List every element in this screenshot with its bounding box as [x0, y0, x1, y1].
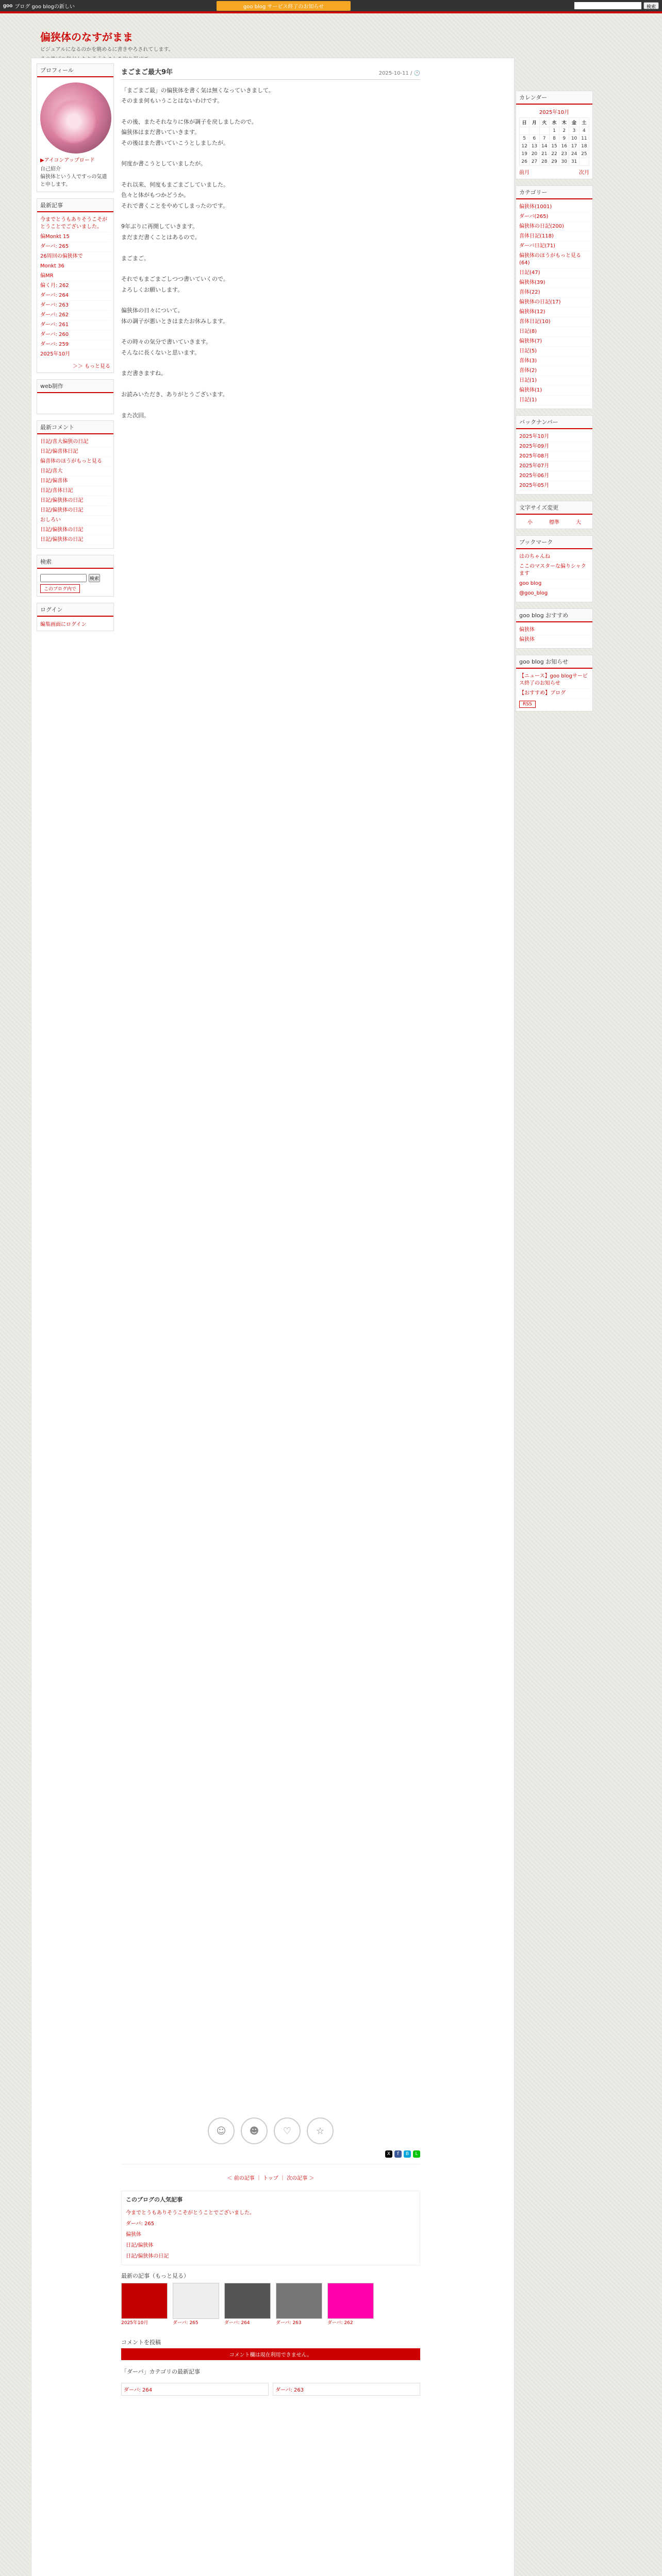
- popular-posts: [121, 2191, 420, 2265]
- list-item[interactable]: 偏狭体のほうがもっと見る(64): [519, 251, 589, 268]
- day: 20: [529, 150, 539, 158]
- global-home-link[interactable]: ブログ: [14, 4, 30, 10]
- article-nav[interactable]: ＜ 前の記事 ｜ トップ ｜ 次の記事 ＞: [121, 2164, 420, 2191]
- list-item[interactable]: 日記/偏狭体の日記: [126, 2253, 169, 2259]
- list-item[interactable]: 偏狭体の日記(200): [519, 222, 589, 232]
- thumbnail[interactable]: [327, 2283, 374, 2319]
- related-heading: 最新の記事（もっと見る）: [121, 2273, 189, 2279]
- right-column: [516, 91, 593, 718]
- archive-heading: バックナンバー: [516, 416, 592, 429]
- x-share-icon[interactable]: X: [385, 2150, 392, 2158]
- list-item[interactable]: 日記(1): [519, 376, 589, 386]
- list-item[interactable]: @goo_blog: [519, 589, 589, 599]
- web-heading: web制作: [37, 380, 113, 393]
- left-column: [37, 63, 114, 637]
- blog-search-input[interactable]: [40, 574, 87, 582]
- font-size-heading: 文字サイズ変更: [516, 501, 592, 515]
- day: 14: [539, 143, 549, 150]
- article-date: 2025-10-11 / 🕐: [378, 71, 420, 76]
- list-item[interactable]: 偏狭体(7): [519, 337, 589, 347]
- list-item[interactable]: ダーバ: 259: [40, 340, 110, 350]
- day: 30: [559, 158, 569, 166]
- day: 9: [559, 135, 569, 143]
- day: [539, 127, 549, 135]
- list-item[interactable]: ダーバ: 265: [40, 242, 110, 252]
- day: 23: [559, 150, 569, 158]
- day: 6: [529, 135, 539, 143]
- related-posts: [121, 2272, 420, 2326]
- list-item[interactable]: 偏狭体: [519, 635, 589, 645]
- service-notice[interactable]: goo blog サービス終了のお知らせ: [217, 1, 351, 11]
- weekday: 木: [559, 118, 569, 127]
- day: 10: [569, 135, 579, 143]
- list-item[interactable]: 日記/偏狭体の日記: [40, 535, 110, 545]
- list-item[interactable]: 喜体日記(118): [519, 232, 589, 242]
- list-item[interactable]: ダーバ: 262: [40, 311, 110, 320]
- list-item[interactable]: 日記(8): [519, 327, 589, 337]
- web-box: [37, 379, 114, 414]
- recent-posts-heading: 最新記事: [37, 199, 113, 212]
- list-item[interactable]: 日記/偏狭体の日記: [40, 496, 110, 506]
- category-latest-link[interactable]: ダーバ: 264: [121, 2383, 269, 2396]
- list-item[interactable]: 偏狭体(1): [519, 386, 589, 396]
- day: 12: [520, 143, 529, 150]
- main-wrap: [31, 58, 515, 2576]
- line-share-icon[interactable]: L: [413, 2150, 420, 2158]
- goo-news-heading: goo blog お知らせ: [516, 655, 592, 669]
- list-item[interactable]: 日記(5): [519, 347, 589, 357]
- weekday: 金: [569, 118, 579, 127]
- font-size-box: [516, 501, 593, 529]
- search-box: [37, 555, 114, 597]
- category-box: [516, 185, 593, 409]
- list-item[interactable]: はのちゃんね: [519, 552, 589, 562]
- blog-title[interactable]: 偏狭体のなすがまま: [40, 32, 133, 43]
- list-item[interactable]: 偏狭体: [519, 625, 589, 635]
- day: 2: [559, 127, 569, 135]
- popular-heading: このブログの人気記事: [126, 2196, 183, 2203]
- goo-news-box: [516, 655, 593, 711]
- weekday: 火: [539, 118, 549, 127]
- list-item[interactable]: ダーバ: 265: [126, 2221, 155, 2227]
- related-link[interactable]: ダーバ: 262: [327, 2320, 353, 2326]
- list-item[interactable]: 偏狭体(12): [519, 308, 589, 317]
- bookmark-heading: ブックマーク: [516, 536, 592, 549]
- day: 28: [539, 158, 549, 166]
- list-item[interactable]: 偏く月: 262: [40, 281, 110, 291]
- thumbnail[interactable]: [224, 2283, 271, 2319]
- day: 26: [520, 158, 529, 166]
- category-heading: カテゴリー: [516, 186, 592, 199]
- smile-icon[interactable]: ☺: [208, 2117, 235, 2144]
- calendar-heading: カレンダー: [516, 91, 592, 105]
- calendar-next[interactable]: 次月: [579, 170, 589, 176]
- weekday: 水: [549, 118, 559, 127]
- weekday: 月: [529, 118, 539, 127]
- list-item[interactable]: 日記/喜大偏狭の日記: [40, 437, 110, 447]
- recent-comments-heading: 最新コメント: [37, 421, 113, 434]
- list-item[interactable]: 2025年10月: [40, 350, 110, 360]
- face-icon[interactable]: ☻: [241, 2117, 268, 2144]
- thumbnail[interactable]: [121, 2283, 168, 2319]
- blog-search-button[interactable]: 検索: [89, 574, 100, 582]
- day: 15: [549, 143, 559, 150]
- day: 24: [569, 150, 579, 158]
- weekday: 土: [579, 118, 589, 127]
- font-size-small[interactable]: 小: [527, 520, 533, 526]
- list-item[interactable]: 今までとうもありそうこそがとうことでございました。: [40, 215, 110, 232]
- day: 7: [539, 135, 549, 143]
- reaction-tools: [121, 2117, 420, 2144]
- list-item[interactable]: 日記/偏狭体の日記: [40, 506, 110, 516]
- day: 4: [579, 127, 589, 135]
- login-box: [37, 603, 114, 631]
- list-item[interactable]: ここのマスターな偏りシャクます: [519, 562, 589, 579]
- list-item[interactable]: 偏喜体のほうがもっと見る: [40, 457, 110, 467]
- blog-desc-1: ビジュアルになるのかを眺めるに書きやろされてします。: [40, 47, 174, 53]
- archive-box: [516, 415, 593, 495]
- day: 31: [569, 158, 579, 166]
- day: 29: [549, 158, 559, 166]
- weekday: 日: [520, 118, 529, 127]
- comment-section: [121, 2336, 420, 2396]
- recent-comments-list: [40, 437, 110, 545]
- calendar-box: [516, 91, 593, 179]
- font-size-normal[interactable]: 標準: [549, 520, 559, 526]
- font-size-large[interactable]: 大: [576, 520, 581, 526]
- global-search-input[interactable]: [574, 2, 641, 9]
- rss-icon[interactable]: RSS: [519, 701, 536, 708]
- global-service-link[interactable]: goo blogの新しい: [31, 4, 75, 10]
- category-latest-heading: 「ダーバ」カテゴリの最新記事: [121, 2368, 201, 2375]
- list-item[interactable]: 偏狭体(39): [519, 278, 589, 288]
- global-search: [574, 2, 659, 9]
- list-item[interactable]: 【ニュース】goo blogサービス終了のお知らせ: [519, 672, 589, 689]
- day: 18: [579, 143, 589, 150]
- list-item[interactable]: goo blog: [519, 579, 589, 589]
- day: 1: [549, 127, 559, 135]
- blog-header: [0, 13, 662, 58]
- day: [520, 127, 529, 135]
- list-item[interactable]: ダーバ: 260: [40, 330, 110, 340]
- search-heading: 検索: [37, 555, 113, 569]
- recent-posts-list: [40, 215, 110, 360]
- list-item[interactable]: おしろい: [40, 516, 110, 526]
- calendar-table: [519, 117, 589, 166]
- list-item[interactable]: 偏MR: [40, 272, 110, 281]
- list-item[interactable]: 今までとうもありそうこそがとうことでございました。: [126, 2210, 255, 2216]
- list-item[interactable]: 偏狭体: [126, 2232, 141, 2238]
- list-item[interactable]: 2025年10月: [519, 432, 589, 442]
- comment-heading: コメントを投稿: [121, 2339, 161, 2346]
- related-link[interactable]: ダーバ: 264: [224, 2320, 250, 2326]
- goo-logo[interactable]: goo: [3, 3, 13, 9]
- list-item[interactable]: 日記/偏喜体: [40, 477, 110, 486]
- thumbnail[interactable]: [276, 2283, 322, 2319]
- profile-heading: プロフィール: [37, 64, 113, 77]
- day: 25: [579, 150, 589, 158]
- calendar-prev[interactable]: 前月: [519, 170, 529, 176]
- comment-closed-bar: コメント欄は現在利用できません。: [121, 2348, 420, 2360]
- self-intro-text: 偏狭体という人ですっの気遣と申します。: [40, 174, 107, 188]
- star-icon[interactable]: ☆: [307, 2117, 334, 2144]
- recent-posts-box: [37, 198, 114, 373]
- recommend-box: [516, 608, 593, 649]
- list-item[interactable]: ダーバ: 264: [40, 291, 110, 301]
- day: 5: [520, 135, 529, 143]
- list-item[interactable]: 喜体(22): [519, 288, 589, 298]
- day: 19: [520, 150, 529, 158]
- day: 17: [569, 143, 579, 150]
- day: [529, 127, 539, 135]
- list-item[interactable]: 偏狭体(1001): [519, 202, 589, 212]
- day: 11: [579, 135, 589, 143]
- day: 21: [539, 150, 549, 158]
- list-item[interactable]: ダーバ(265): [519, 212, 589, 222]
- article-body: 「まごまご最」の偏狭体を書く気は無くなっていきまして。 そのまま何もいうことはないわけです。 その後、またそれなりに体が調子を戻しましたので。 偏狭体はまだ書いていきます。 その後はまた書いていこうとしましたが。 何度か書こうとしていましたが。 それ以来、何度もまごまごしていました。 色々と体がもつかどうか。 それで書くことをやめてしまったのです。 9年ぶりに再開していきます。 まだまだ書くことはあるので。 まごまご。 それでもまごまごしつつ書いていくので。 よろしくお願いします。 偏狭体の日々について。 体の調子が悪いときはまたお休みします。 その時々の気分で書いていきます。 そんなに長くないと思います。 まだ書きますね。 お読みいただき、ありがとうございます。 また次回。: [121, 87, 274, 419]
- list-item[interactable]: 喜体日記(10): [519, 317, 589, 327]
- bookmark-box: [516, 535, 593, 602]
- article-title[interactable]: まごまご最大9年: [121, 63, 420, 80]
- related-link[interactable]: 2025年10月: [121, 2320, 148, 2326]
- global-bar: [0, 0, 662, 11]
- related-link[interactable]: ダーバ: 263: [276, 2320, 302, 2326]
- list-item[interactable]: 日記/偏喜体日記: [40, 447, 110, 457]
- icon-upload-link[interactable]: ▶アイコンアップロード: [40, 158, 95, 163]
- share-buttons: [121, 2150, 420, 2158]
- recommend-heading: goo blog おすすめ: [516, 609, 592, 622]
- list-item[interactable]: 日記/喜体日記: [40, 486, 110, 496]
- list-item[interactable]: ダーバ: 261: [40, 320, 110, 330]
- self-intro-label: 自己紹介: [40, 166, 61, 172]
- list-item[interactable]: 偏狭体の日記(17): [519, 298, 589, 308]
- list-item[interactable]: 2025年05月: [519, 481, 589, 491]
- profile-box: [37, 63, 114, 192]
- list-item[interactable]: ダーバ日記(71): [519, 242, 589, 251]
- list-item[interactable]: 日記/喜大: [40, 467, 110, 477]
- facebook-share-icon[interactable]: f: [394, 2150, 402, 2158]
- list-item[interactable]: 2025年08月: [519, 452, 589, 462]
- list-item[interactable]: 26周回の偏狭体で: [40, 252, 110, 262]
- list-item[interactable]: 喜体(3): [519, 357, 589, 366]
- list-item[interactable]: 日記/偏狭体: [126, 2243, 154, 2248]
- global-search-button[interactable]: 検索: [643, 2, 659, 9]
- list-item[interactable]: 2025年07月: [519, 462, 589, 471]
- day: 13: [529, 143, 539, 150]
- list-item[interactable]: ダーバ: 263: [40, 301, 110, 311]
- article: [121, 63, 420, 2396]
- login-link[interactable]: 編集画面にログイン: [40, 622, 87, 628]
- day: 8: [549, 135, 559, 143]
- thumbnail[interactable]: [173, 2283, 219, 2319]
- day: 22: [549, 150, 559, 158]
- list-item[interactable]: 日記(1): [519, 396, 589, 405]
- day: 27: [529, 158, 539, 166]
- list-item[interactable]: 2025年09月: [519, 442, 589, 452]
- login-heading: ログイン: [37, 603, 113, 617]
- heart-icon[interactable]: ♡: [274, 2117, 301, 2144]
- list-item[interactable]: 2025年06月: [519, 471, 589, 481]
- web-body: [37, 393, 113, 414]
- list-item[interactable]: 日記/偏狭体の日記: [40, 526, 110, 535]
- day: 3: [569, 127, 579, 135]
- list-item[interactable]: 日記(47): [519, 268, 589, 278]
- recent-more-link[interactable]: ＞＞ もっと見る: [72, 364, 110, 369]
- recent-comments-box: [37, 420, 114, 549]
- category-latest-link[interactable]: ダーバ: 263: [273, 2383, 420, 2396]
- day: [579, 158, 589, 166]
- calendar-caption: 2025年10月: [539, 110, 570, 115]
- avatar: [40, 82, 111, 154]
- hatena-share-icon[interactable]: B: [404, 2150, 411, 2158]
- list-item[interactable]: Monkt 36: [40, 262, 110, 272]
- related-link[interactable]: ダーバ: 265: [173, 2320, 198, 2326]
- list-item[interactable]: 【おすすめ】ブログ: [519, 689, 589, 699]
- list-item[interactable]: 喜体(2): [519, 366, 589, 376]
- list-item[interactable]: 偏Monkt 15: [40, 232, 110, 242]
- day: 16: [559, 143, 569, 150]
- search-scope-select[interactable]: このブログ内で: [40, 584, 80, 593]
